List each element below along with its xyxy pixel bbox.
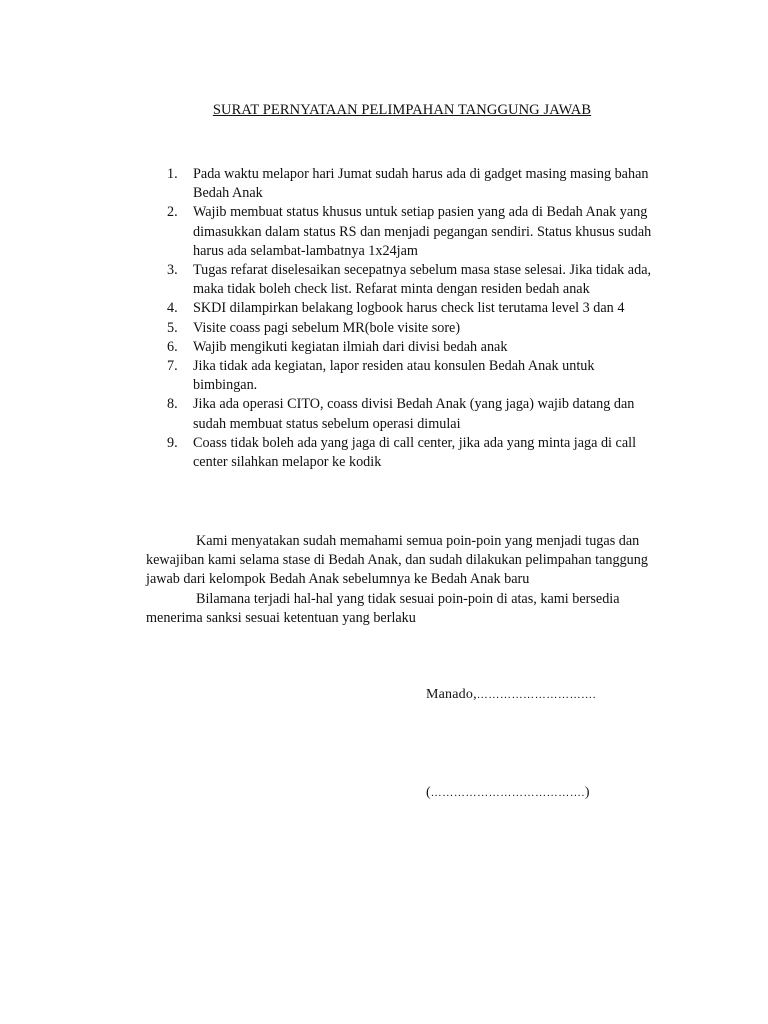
list-item-number: 2. — [167, 204, 178, 221]
list-item — [150, 395, 662, 433]
list-item-number: 9. — [167, 434, 178, 451]
list-item-text: Visite coass pagi sebelum MR(bole visite sore) — [193, 319, 461, 336]
signature-close-paren: ) — [584, 785, 590, 800]
date-blank: …………………………. — [476, 689, 597, 701]
list-item — [150, 165, 662, 203]
list-item-text: Jika ada operasi CITO, coass divisi Bedah Anak (yang jaga) wajib datang dan sudah membuat status sebelum operasi dimulai — [193, 396, 635, 432]
list-item — [150, 203, 662, 261]
signature-blank: …………………………………. — [430, 787, 585, 799]
closing-statement — [146, 532, 666, 628]
list-item-number: 4. — [167, 300, 178, 317]
list-item-number: 5. — [167, 319, 178, 336]
place-date-line — [426, 687, 596, 703]
signature-line — [426, 785, 590, 801]
list-item-number: 7. — [167, 358, 178, 375]
list-item-text: SKDI dilampirkan belakang logbook harus check list terutama level 3 dan 4 — [193, 300, 625, 317]
list-item-text: Wajib membuat status khusus untuk setiap pasien yang ada di Bedah Anak yang dimasukkan dalam status RS dan menjadi pegangan sendiri. Status khusus sudah harus ada selambat-lambatnya 1x24jam — [193, 204, 652, 259]
list-item — [150, 299, 662, 318]
place-label: Manado, — [426, 687, 477, 702]
list-item-number: 6. — [167, 338, 178, 355]
list-item-text: Tugas refarat diselesaikan secepatnya sebelum masa stase selesai. Jika tidak ada, maka tidak boleh check list. Refarat minta dengan residen bedah anak — [193, 262, 652, 298]
list-item — [150, 261, 662, 299]
list-item-number: 8. — [167, 396, 178, 413]
list-item — [150, 357, 662, 395]
closing-paragraph-understanding: Kami menyatakan sudah memahami semua poin-poin yang menjadi tugas dan kewajiban kami selama stase di Bedah Anak, dan sudah dilakukan pelimpahan tanggung jawab dari kelompok Bedah Anak sebelumnya ke Bedah Anak baru — [146, 533, 648, 588]
list-item-text: Pada waktu melapor hari Jumat sudah harus ada di gadget masing masing bahan Bedah Anak — [193, 166, 649, 202]
document-title: SURAT PERNYATAAN PELIMPAHAN TANGGUNG JAWAB — [212, 102, 592, 118]
list-item — [150, 434, 662, 472]
list-item-text: Jika tidak ada kegiatan, lapor residen atau konsulen Bedah Anak untuk bimbingan. — [193, 358, 595, 394]
list-item-text: Wajib mengikuti kegiatan ilmiah dari divisi bedah anak — [193, 338, 508, 355]
list-item — [150, 338, 662, 357]
list-item-number: 3. — [167, 262, 178, 279]
closing-paragraph-sanctions: Bilamana terjadi hal-hal yang tidak sesuai poin-poin di atas, kami bersedia menerima sanksi sesuai ketentuan yang berlaku — [146, 590, 620, 626]
list-item-number: 1. — [167, 166, 178, 182]
signature-open-paren: ( — [426, 785, 431, 800]
list-item-text: Coass tidak boleh ada yang jaga di call center, jika ada yang minta jaga di call center silahkan melapor ke kodik — [193, 434, 637, 471]
rules-list — [150, 165, 662, 472]
list-item — [150, 319, 662, 338]
